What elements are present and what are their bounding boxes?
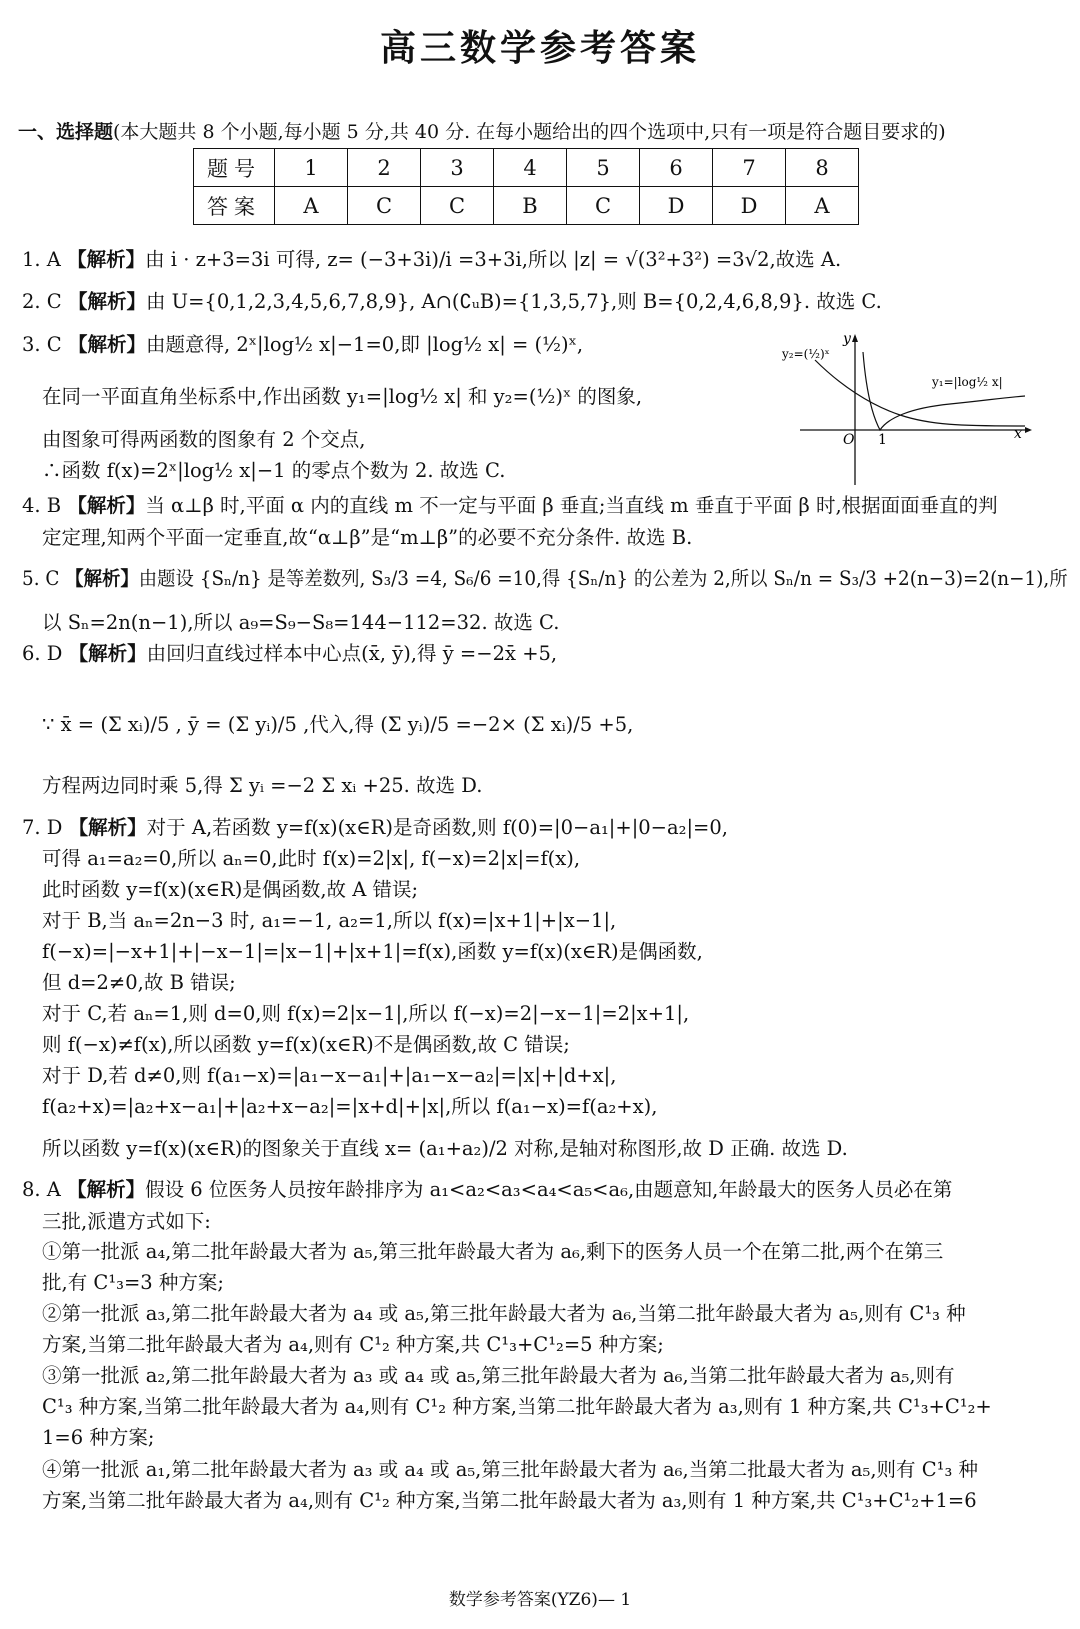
- line-text: ②第一批派 a₃,第二批年龄最大者为 a₄ 或 a₅,第三批年龄最大者为 a₆,当第二批年龄最大者为 a₅,则有 C¹₃ 种: [42, 1302, 966, 1325]
- line-text: 定定理,知两个平面一定垂直,故“α⊥β”是“m⊥β”的必要不充分条件. 故选 B.: [42, 526, 693, 549]
- line-text: f(a₂+x)=|a₂+x−a₁|+|a₂+x−a₂|=|x+d|+|x|,所以 f(a₁−x)=f(a₂+x),: [42, 1095, 658, 1118]
- answer-table: [193, 148, 859, 225]
- solution-line: [42, 847, 580, 871]
- solution-line: [42, 1426, 154, 1450]
- line-text: 由 U={0,1,2,3,4,5,6,7,8,9}, A∩(∁ᵤB)={1,3,5,7},则 B={0,2,4,6,8,9}. 故选 C.: [145, 290, 882, 313]
- question-number: 1. A: [22, 248, 61, 271]
- solution-line: [42, 1240, 943, 1264]
- solution-line: [42, 1364, 955, 1388]
- solution-line: [42, 971, 236, 995]
- table-cell: C: [421, 187, 494, 225]
- page-title: 高三数学参考答案: [379, 28, 700, 69]
- table-row-answers: [194, 187, 859, 225]
- line-text: ③第一批派 a₂,第二批年龄最大者为 a₃ 或 a₄ 或 a₅,第三批年龄最大者为 a₆,当第二批年龄最大者为 a₅,则有: [42, 1364, 955, 1387]
- analysis-tag: 【解析】: [67, 248, 146, 271]
- line-text: ∵ x̄ = (Σ xᵢ)/5 , ȳ = (Σ yᵢ)/5 ,代入,得 (Σ yᵢ)/5 =−2× (Σ xᵢ)/5 +5,: [42, 713, 634, 736]
- analysis-tag: 【解析】: [67, 494, 146, 517]
- solution-line: [42, 940, 703, 964]
- solution-line: [22, 248, 841, 272]
- solution-line: [22, 642, 557, 666]
- line-text: 由图象可得两函数的图象有 2 个交点,: [42, 428, 366, 451]
- solution-line: [22, 333, 583, 357]
- y-axis-label: y: [843, 331, 851, 347]
- question-number: 6. D: [22, 642, 63, 665]
- table-cell: A: [786, 187, 859, 225]
- line-text: 对于 C,若 aₙ=1,则 d=0,则 f(x)=2|x−1|,所以 f(−x)=2|−x−1|=2|x+1|,: [42, 1002, 690, 1025]
- line-text: 此时函数 y=f(x)(x∈R)是偶函数,故 A 错误;: [42, 878, 419, 901]
- line-text: 1=6 种方案;: [42, 1426, 155, 1449]
- line-text: 三批,派遣方式如下:: [42, 1210, 211, 1233]
- line-text: 在同一平面直角坐标系中,作出函数 y₁=|log½ x| 和 y₂=(½)ˣ 的图象,: [42, 385, 643, 408]
- solution-line: [42, 1095, 657, 1119]
- solution-line: [42, 1302, 966, 1326]
- table-row-numbers: [194, 149, 859, 187]
- solution-line: [42, 1137, 848, 1161]
- x-axis-arrow: [1025, 427, 1032, 433]
- table-row-label: 题号: [194, 149, 275, 187]
- line-text: 方案,当第二批年龄最大者为 a₄,则有 C¹₂ 种方案,当第二批年龄最大者为 a₃,则有 1 种方案,共 C¹₃+C¹₂+1=6: [42, 1489, 977, 1512]
- solution-line: [22, 1178, 952, 1202]
- question-number: 3. C: [22, 333, 62, 356]
- section-heading: [18, 117, 946, 144]
- table-cell: 6: [640, 149, 713, 187]
- question-number: 4. B: [22, 494, 62, 517]
- table-cell: C: [567, 187, 640, 225]
- solution-line: [42, 1064, 616, 1088]
- line-text: 对于 B,当 aₙ=2n−3 时, a₁=−1, a₂=1,所以 f(x)=|x+1|+|x−1|,: [42, 909, 617, 932]
- solution-line: [22, 567, 1068, 591]
- solution-line: [42, 385, 642, 409]
- analysis-tag: 【解析】: [67, 290, 146, 313]
- solution-line: [42, 1033, 570, 1057]
- line-text: 对于 D,若 d≠0,则 f(a₁−x)=|a₁−x−a₁|+|a₁−x−a₂|=|x|+|d+x|,: [42, 1064, 617, 1087]
- line-text: 由题意得, 2ˣ|log½ x|−1=0,即 |log½ x| = (½)ˣ,: [145, 333, 584, 356]
- line-text: 方程两边同时乘 5,得 Σ yᵢ =−2 Σ xᵢ +25. 故选 D.: [42, 774, 483, 797]
- line-text: 但 d=2≠0,故 B 错误;: [42, 971, 236, 994]
- table-cell: 8: [786, 149, 859, 187]
- table-cell: D: [713, 187, 786, 225]
- solution-line: [42, 1395, 992, 1419]
- line-text: 由回归直线过样本中心点(x̄, ȳ),得 ȳ =−2x̄ +5,: [146, 642, 558, 665]
- solution-line: [42, 526, 692, 550]
- line-text: 对于 A,若函数 y=f(x)(x∈R)是奇函数,则 f(0)=|0−a₁|+|0−a₂|=0,: [146, 816, 728, 839]
- curve-y2: [815, 360, 1025, 426]
- solution-line: [42, 1489, 977, 1513]
- question-number: 5. C: [22, 567, 60, 590]
- solution-line: [42, 611, 559, 635]
- tick-label: 1: [878, 432, 887, 448]
- line-text: 以 Sₙ=2n(n−1),所以 a₉=S₉−S₈=144−112=32. 故选 C.: [42, 611, 560, 634]
- table-cell: C: [348, 187, 421, 225]
- line-text: ④第一批派 a₁,第二批年龄最大者为 a₃ 或 a₄ 或 a₅,第三批年龄最大者为 a₆,当第二批最大者为 a₅,则有 C¹₃ 种: [42, 1458, 978, 1481]
- solution-line: [22, 494, 998, 518]
- solution-line: [42, 878, 418, 902]
- line-text: 则 f(−x)≠f(x),所以函数 y=f(x)(x∈R)不是偶函数,故 C 错误;: [42, 1033, 570, 1056]
- solution-line: [42, 909, 616, 933]
- table-cell: 3: [421, 149, 494, 187]
- table-cell: 4: [494, 149, 567, 187]
- table-cell: 2: [348, 149, 421, 187]
- origin-label: O: [843, 432, 855, 448]
- table-cell: 1: [275, 149, 348, 187]
- line-text: 由 i · z+3=3i 可得, z= (−3+3i)/i =3+3i,所以 |z| = √(3²+3²) =3√2,故选 A.: [145, 248, 842, 271]
- question-number: 2. C: [22, 290, 62, 313]
- table-cell: B: [494, 187, 567, 225]
- solution-line: [42, 1333, 664, 1357]
- line-text: 由题设 {Sₙ/n} 是等差数列, S₃/3 =4, S₆/6 =10,得 {Sₙ/n} 的公差为 2,所以 Sₙ/n = S₃/3 +2(n−3)=2(n−1),所: [138, 567, 1068, 590]
- section-head: 一、选择题: [18, 121, 114, 143]
- analysis-tag: 【解析】: [65, 567, 139, 590]
- line-text: 方案,当第二批年龄最大者为 a₄,则有 C¹₂ 种方案,共 C¹₃+C¹₂=5 种方案;: [42, 1333, 664, 1356]
- line-text: ∴函数 f(x)=2ˣ|log½ x|−1 的零点个数为 2. 故选 C.: [42, 459, 506, 482]
- analysis-tag: 【解析】: [67, 1178, 146, 1201]
- solution-line: [42, 1002, 689, 1026]
- table-cell: D: [640, 187, 713, 225]
- table-cell: A: [275, 187, 348, 225]
- analysis-tag: 【解析】: [68, 642, 147, 665]
- solution-line: [42, 428, 366, 452]
- y-axis-arrow: [852, 334, 858, 342]
- line-text: 假设 6 位医务人员按年龄排序为 a₁<a₂<a₃<a₄<a₅<a₆,由题意知,年龄最大的医务人员必在第: [145, 1178, 953, 1201]
- line-text: C¹₃ 种方案,当第二批年龄最大者为 a₄,则有 C¹₂ 种方案,当第二批年龄最大者为 a₃,则有 1 种方案,共 C¹₃+C¹₂+: [42, 1395, 992, 1418]
- line-text: f(−x)=|−x+1|+|−x−1|=|x−1|+|x+1|=f(x),函数 y=f(x)(x∈R)是偶函数,: [42, 940, 703, 963]
- solution-line: [42, 1458, 978, 1482]
- solution-line: [42, 459, 505, 483]
- analysis-tag: 【解析】: [68, 816, 147, 839]
- curve-y1: [863, 352, 1025, 430]
- question-number: 7. D: [22, 816, 63, 839]
- line-text: 所以函数 y=f(x)(x∈R)的图象关于直线 x= (a₁+a₂)/2 对称,是轴对称图形,故 D 正确. 故选 D.: [42, 1137, 848, 1160]
- solution-line: [42, 1210, 211, 1234]
- table-cell: 5: [567, 149, 640, 187]
- section-note: (本大题共 8 个小题,每小题 5 分,共 40 分. 在每小题给出的四个选项中,只有一项是符合题目要求的): [113, 121, 946, 143]
- solution-line: [22, 290, 882, 314]
- solution-line: [42, 1271, 224, 1295]
- curve-y2-label: y₂=(½)ˣ: [782, 347, 830, 361]
- function-graph: [782, 330, 1040, 490]
- line-text: 可得 a₁=a₂=0,所以 aₙ=0,此时 f(x)=2|x|, f(−x)=2|x|=f(x),: [42, 847, 581, 870]
- solution-line: [42, 713, 633, 737]
- line-text: ①第一批派 a₄,第二批年龄最大者为 a₅,第三批年龄最大者为 a₆,剩下的医务人员一个在第二批,两个在第三: [42, 1240, 944, 1263]
- analysis-tag: 【解析】: [67, 333, 146, 356]
- x-axis-label: x: [1014, 426, 1022, 442]
- question-number: 8. A: [22, 1178, 61, 1201]
- solution-line: [42, 774, 482, 798]
- solution-line: [22, 816, 728, 840]
- table-row-label: 答案: [194, 187, 275, 225]
- page-footer: 数学参考答案(YZ6)— 1: [448, 1590, 632, 1610]
- table-cell: 7: [713, 149, 786, 187]
- curve-y1-label: y₁=|log½ x|: [932, 375, 1003, 389]
- line-text: 批,有 C¹₃=3 种方案;: [42, 1271, 224, 1294]
- line-text: 当 α⊥β 时,平面 α 内的直线 m 不一定与平面 β 垂直;当直线 m 垂直于平面 β 时,根据面面垂直的判: [145, 494, 998, 517]
